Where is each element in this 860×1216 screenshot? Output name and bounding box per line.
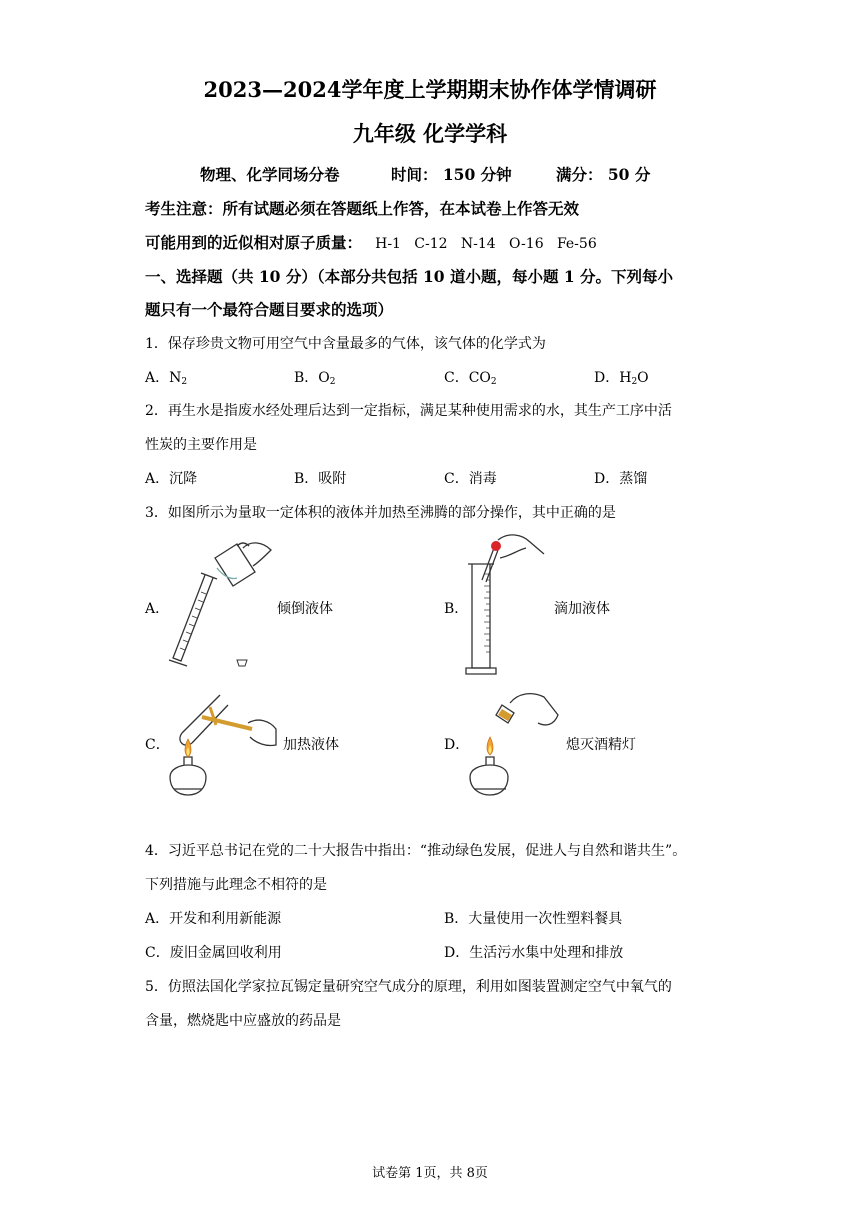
q3-option-a-letter: A． (145, 601, 170, 617)
atomic-mass-line (145, 231, 597, 253)
exam-subtitle: 九年级 化学学科 (352, 121, 508, 146)
q1-a-sub: 2 (181, 377, 188, 387)
q2-option-b: B．吸附 (294, 471, 347, 487)
q2-stem-line2: 性炭的主要作用是 (145, 437, 257, 453)
q1-b-text: B．O (294, 370, 330, 386)
extinguish-lamp-illustration (462, 685, 566, 805)
q1-option-c (444, 367, 497, 387)
q1-d-suffix: O (637, 370, 649, 386)
q3-option-d-letter: D． (444, 737, 470, 753)
q4-option-b: B．大量使用一次性塑料餐具 (444, 911, 623, 927)
q1-a-text: A．N (145, 370, 182, 386)
exam-time: 时间： 150 分钟 (391, 165, 512, 184)
section-heading-line1: 一、选择题（共 10 分）（本部分共包括 10 道小题，每小题 1 分。下列每小 (145, 267, 674, 286)
page-footer: 试卷第 1页，共 8页 (372, 1166, 488, 1181)
q1-b-sub: 2 (329, 377, 336, 387)
q1-stem: 1．保存珍贵文物可用空气中含量最多的气体，该气体的化学式为 (145, 336, 546, 352)
exam-type: 物理、化学同场分卷 (200, 165, 340, 184)
q4-stem-line1: 4．习近平总书记在党的二十大报告中指出：“推动绿色发展，促进人与自然和谐共生”。 (145, 843, 687, 859)
q5-stem-line2: 含量，燃烧匙中应盛放的药品是 (145, 1013, 341, 1029)
q1-c-sub: 2 (490, 377, 497, 387)
q3-option-b-letter: B． (444, 601, 469, 617)
q1-d-sub: 2 (631, 377, 638, 387)
q2-option-d: D．蒸馏 (594, 471, 648, 487)
q1-option-a (145, 367, 187, 387)
exam-full-score: 满分： 50 分 (556, 165, 651, 184)
q1-option-d (594, 367, 649, 387)
q5-stem-line1: 5．仿照法国化学家拉瓦锡定量研究空气成分的原理，利用如图装置测定空气中氧气的 (145, 979, 672, 995)
q1-d-text: D．H (594, 370, 632, 386)
q3-option-c-letter: C． (145, 737, 170, 753)
atomic-mass-label: 可能用到的近似相对原子质量： (145, 233, 363, 252)
q3-option-c-caption: 加热液体 (283, 737, 339, 753)
q4-option-a: A．开发和利用新能源 (145, 911, 282, 927)
q2-option-c: C．消毒 (444, 471, 497, 487)
q2-stem-line1: 2．再生水是指废水经处理后达到一定指标，满足某种使用需求的水，其生产工序中活 (145, 403, 672, 419)
drop-liquid-illustration (460, 530, 555, 680)
exam-title: 2023—2024学年度上学期期末协作体学情调研 (203, 77, 657, 102)
q1-option-b (294, 367, 336, 387)
heat-liquid-illustration (162, 685, 280, 805)
q3-stem: 3．如图所示为量取一定体积的液体并加热至沸腾的部分操作，其中正确的是 (145, 505, 616, 521)
atomic-mass-values: H-1 C-12 N-14 O-16 Fe-56 (375, 236, 597, 252)
q2-option-a: A．沉降 (145, 471, 198, 487)
q4-stem-line2: 下列措施与此理念不相符的是 (145, 877, 327, 893)
q3-option-a-caption: 倾倒液体 (277, 601, 333, 617)
pour-liquid-illustration (165, 540, 275, 670)
q3-option-d-caption: 熄灭酒精灯 (566, 737, 636, 753)
section-heading-line2: 题只有一个最符合题目要求的选项） (145, 300, 394, 319)
exam-notice: 考生注意：所有试题必须在答题纸上作答，在本试卷上作答无效 (145, 199, 580, 218)
q1-c-text: C．CO (444, 370, 491, 386)
q4-option-c: C．废旧金属回收利用 (145, 945, 282, 961)
q4-option-d: D．生活污水集中处理和排放 (444, 945, 624, 961)
q3-option-b-caption: 滴加液体 (554, 601, 610, 617)
